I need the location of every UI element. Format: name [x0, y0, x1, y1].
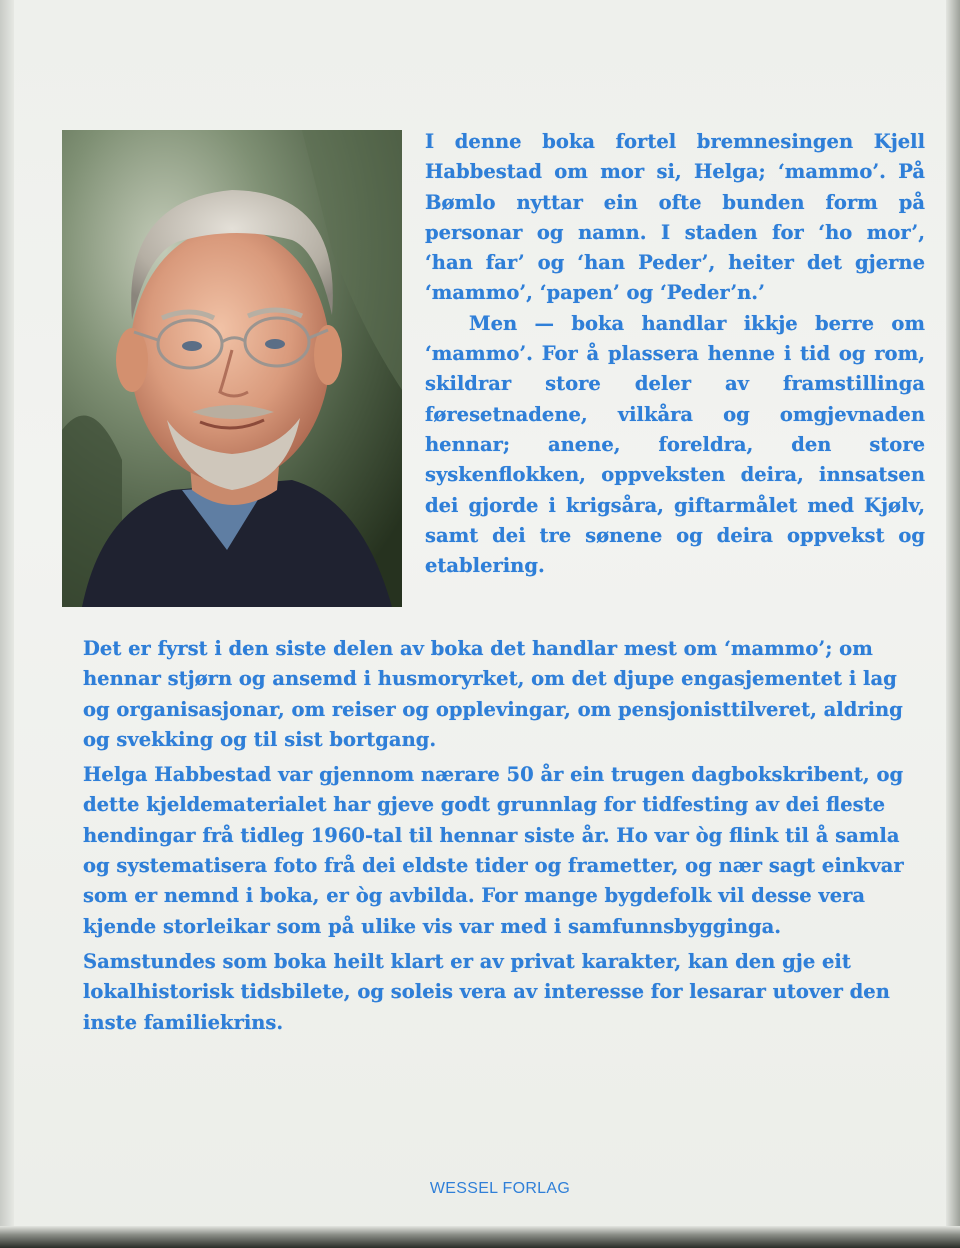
main-text-block — [83, 634, 923, 1043]
paragraph-mammo: Det er fyrst i den siste delen av boka det handlar mest om ‘mammo’; om hennar stjørn og ansemd i husmoryrket, om det djupe engasjementet i lag og organisasjonar, om reiser og opplevingar, om pensjonisttilveret, aldring og svekking og til sist bortgang. — [83, 637, 903, 751]
paragraph-dagbok: Helga Habbestad var gjennom nærare 50 år ein trugen dagbokskribent, og dette kjeldematerialet har gjeve godt grunnlag for tidfesting av dei fleste hendingar frå tidleg 1960-tal til hennar siste år. Ho var òg flink til å samla og systematisera foto frå dei eldste tider og frametter, og nær sagt einkvar som er nemnd i boka, er òg avbilda. For mange bygdefolk vil desse vera kjende storleikar som på ulike vis var med i samfunnsbygginga. — [83, 763, 904, 938]
paragraph-men: Men — boka handlar ikkje berre om ‘mammo’. For å plassera henne i tid og rom, skildrar store deler av framstillinga føresetnadene, vilkåra og omgjevnaden hennar; anene, foreldra, den store syskenflokken, oppveksten deira, innsatsen dei gjorde i krigsåra, giftarmålet med Kjølv, samt dei tre sønene og deira oppvekst og etablering. — [425, 311, 925, 578]
portrait-illustration — [62, 130, 402, 607]
cover-edge-left — [0, 0, 14, 1248]
cover-edge-right — [946, 0, 960, 1248]
intro-text-column — [425, 127, 925, 581]
paragraph-samstundes: Samstundes som boka heilt klart er av privat karakter, kan den gje eit lokalhistorisk tidsbilete, og soleis vera av interesse for lesarar utover den inste familiekrins. — [83, 949, 890, 1034]
cover-edge-bottom — [0, 1226, 960, 1248]
author-portrait-photo — [62, 130, 402, 607]
paragraph-intro: I denne boka fortel bremnesingen Kjell Habbestad om mor si, Helga; ‘mammo’. På Bømlo nyttar ein ofte bunden form på personar og namn. I staden for ‘ho mor’, ‘han far’ og ‘han Peder’, heiter det gjerne ‘mammo’, ‘papen’ og ‘Peder’n.’ — [425, 130, 925, 305]
publisher-name: WESSEL FORLAG — [429, 1180, 571, 1197]
